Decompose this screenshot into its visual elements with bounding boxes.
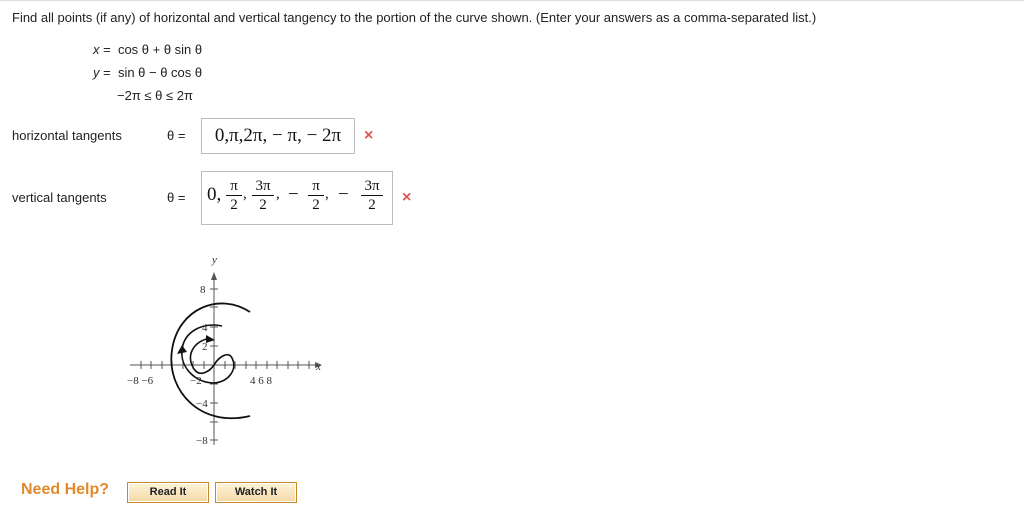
- curve-graph: [110, 250, 340, 455]
- read-it-button[interactable]: Read It: [127, 482, 209, 503]
- y-tick-label-neg8: −8: [196, 435, 208, 447]
- x-tick-labels-negative: −8 −6: [127, 375, 154, 387]
- top-divider: [0, 0, 1024, 1]
- vertical-answer-field[interactable]: 0, π 2 , 3π 2 , − π 2 , − 3π 2: [201, 171, 393, 225]
- vertical-fraction-3: π 2: [308, 178, 324, 213]
- horizontal-answer-field[interactable]: 0,π,2π, − π, − 2π: [201, 118, 355, 154]
- question-text: Find all points (if any) of horizontal and vertical tangency to the portion of the curve shown. (Enter your answers as a comma-separated list.): [12, 10, 817, 25]
- x-tick-label-neg2: −2: [190, 375, 202, 387]
- y-tick-label-neg4: −4: [196, 398, 208, 410]
- y-axis-arrow-icon: [211, 272, 217, 280]
- theta-range: −2π ≤ θ ≤ 2π: [117, 88, 193, 103]
- y-axis-label: y: [212, 254, 217, 266]
- horizontal-theta-label: θ =: [167, 128, 186, 143]
- vertical-fraction-4: 3π 2: [361, 178, 383, 213]
- y-tick-label-4: 4: [202, 322, 208, 334]
- vertical-tangents-label: vertical tangents: [12, 190, 107, 205]
- vertical-fraction-2: 3π 2: [252, 178, 274, 213]
- vertical-theta-label: θ =: [167, 190, 186, 205]
- watch-it-button[interactable]: Watch It: [215, 482, 297, 503]
- x-axis-label: x: [316, 361, 321, 373]
- x-tick-labels-positive: 4 6 8: [250, 375, 272, 387]
- horizontal-incorrect-icon: ×: [364, 127, 374, 144]
- vertical-incorrect-icon: ×: [402, 189, 412, 206]
- x-equation: x = cos θ + θ sin θ: [93, 42, 203, 57]
- vertical-answer-lead: 0,: [207, 184, 222, 205]
- need-help-label: Need Help?: [21, 481, 110, 498]
- y-equation: y = sin θ − θ cos θ: [93, 65, 203, 80]
- horizontal-tangents-label: horizontal tangents: [12, 128, 122, 143]
- curve-direction-arrow-icon: [177, 345, 187, 354]
- vertical-fraction-1: π 2: [226, 178, 242, 213]
- y-tick-label-2: 2: [202, 341, 208, 353]
- y-tick-label-8: 8: [200, 284, 206, 296]
